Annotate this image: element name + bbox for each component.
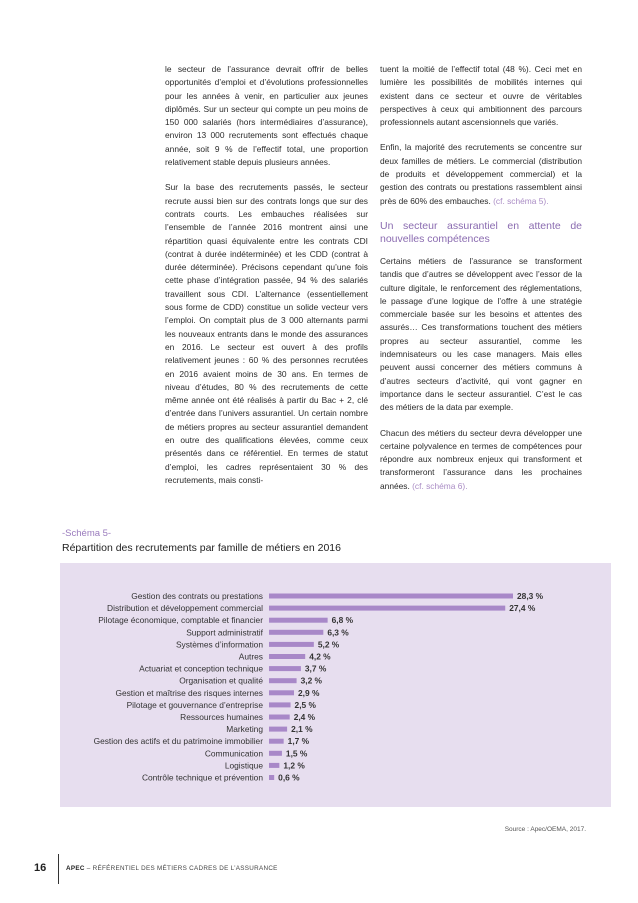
value-label: 0,6 % — [278, 772, 300, 783]
bar — [269, 702, 291, 707]
value-label: 2,1 % — [291, 724, 313, 735]
category-label: Autres — [238, 651, 263, 662]
bar — [269, 666, 301, 671]
bar — [269, 775, 274, 780]
bar — [269, 654, 305, 659]
value-label: 6,3 % — [327, 627, 349, 638]
bar — [269, 727, 287, 732]
category-label: Communication — [204, 748, 263, 759]
footer-divider — [58, 854, 59, 884]
bar — [269, 678, 297, 683]
value-label: 6,8 % — [331, 615, 354, 626]
text-column-left — [165, 63, 368, 499]
category-label: Pilotage économique, comptable et financier — [98, 615, 263, 626]
category-label: Actuariat et conception technique — [139, 663, 263, 674]
value-label: 1,7 % — [287, 736, 310, 747]
category-label: Ressources humaines — [180, 712, 263, 722]
value-label: 5,2 % — [317, 639, 340, 650]
value-label: 2,9 % — [298, 687, 320, 698]
category-label: Marketing — [226, 724, 263, 735]
value-label: 1,5 % — [285, 748, 308, 759]
category-label: Support administratif — [186, 627, 263, 638]
paragraph: le secteur de l’assurance devrait offrir de belles opportunités d’emploi et d’évolutions professionnelles pour les années à venir, en particulier aux jeunes diplômés. Sur un secteur qui compte un peu moins de 150 000 salariés (hors intermédiaires d’assurance), environ 13 000 recrutements sont effectués chaque année, soit 9 % de l’effectif total, une proportion relativement stable depuis plusieurs années. — [165, 64, 368, 168]
footer-brand: APEC — [66, 865, 85, 872]
bar — [269, 606, 505, 611]
bar — [269, 630, 323, 635]
category-label: Pilotage et gouvernance d’entreprise — [126, 699, 263, 710]
category-label: Gestion des contrats ou prestations — [131, 591, 263, 601]
section-heading: Un secteur assurantiel en attente de nouvelles compétences — [380, 219, 582, 245]
value-label: 27,4 % — [509, 603, 536, 614]
text-column-right — [380, 63, 582, 505]
paragraph-text: Enfin, la majorité des recrutements se concentre sur deux familles de métiers. Le commercial (distribution de produits et développement commercial) et la gestion des contrats ou prestations rassemblent ainsi près de 60% des embauches. — [380, 142, 582, 206]
category-label: Distribution et développement commercial — [107, 603, 263, 614]
category-label: Contrôle technique et prévention — [141, 772, 263, 783]
bar — [269, 751, 282, 756]
bar — [269, 690, 294, 695]
category-label: Logistique — [224, 760, 263, 771]
schema-reference: (cf. schéma 6). — [412, 480, 468, 491]
bar — [269, 739, 284, 744]
page-number: 16 — [34, 862, 47, 874]
schema-title: Répartition des recrutements par famille de métiers en 2016 — [62, 542, 341, 554]
bar — [269, 594, 513, 599]
footer-title: – RÉFÉRENTIEL DES MÉTIERS CADRES DE L’ASSURANCE — [84, 865, 278, 872]
bar — [269, 715, 290, 720]
category-label: Organisation et qualité — [179, 675, 263, 686]
value-label: 1,2 % — [283, 760, 305, 771]
bar — [269, 763, 279, 768]
paragraph: Sur la base des recrutements passés, le secteur recrute aussi bien sur des contrats longs que sur des contrats courts. Les embauches réalisées sur l’ensemble de l’année 2016 montrent ainsi une répartition quasi équivalente entre les contrats CDI (contrat à durée indéterminée) et les CDD (contrat à durée déterminée). Précisons cependant qu’une fois cette phase d’intégration passée, 94 % des salariés travaillent sous CDI. L’alternance (essentiellement sous forme de CDD) constitue un solide vecteur vers l’emploi. On comptait plus de 3 000 alternants parmi les nouveaux entrants dans le monde des assurances en 2016. Le secteur est ouvert à des profils relativement jeunes : 60 % des personnes recrutées en 2016 avaient moins de 30 ans. En termes de niveau d’études, 80 % des recrutements de cette même année ont été réalisés à partir du Bac + 2, clé d’entrée dans l’univers assurantiel. Un certain nombre de métiers propres au secteur assurantiel demandent en outre des qualifications élevées, comme ceux présentés dans ce référentiel. En termes de statut d’emploi, les cadres représentaient 30 % des recrutements, mais consti- — [165, 182, 368, 485]
category-label: Systèmes d’information — [175, 639, 263, 650]
paragraph — [380, 427, 582, 493]
footer-running-title — [66, 865, 278, 872]
chart-source: Source : Apec/OEMA, 2017. — [504, 826, 586, 833]
category-label: Gestion des actifs et du patrimoine immobilier — [93, 736, 263, 747]
value-label: 3,2 % — [300, 675, 323, 686]
bar — [269, 618, 328, 623]
bar-chart — [60, 563, 611, 807]
value-label: 2,5 % — [294, 699, 316, 710]
paragraph: Certains métiers de l’assurance se transforment tandis que d’autres se développent avec l’essor de la culture digitale, le renforcement des réglementations, le passage d’une logique de l’offre à une stratégie commerciale basée sur les besoins et attentes des assurés… Ces transformations touchent des métiers propres au secteur assurantiel, comme les indemnisateurs ou les case managers. Mais elles peuvent aussi concerner des métiers communs à d’autres secteurs d’activité, qui vont gagner en importance dans le secteur assurantiel. C’est le cas des métiers de la data par exemple. — [380, 255, 582, 413]
schema-reference: (cf. schéma 5). — [493, 195, 549, 206]
value-label: 3,7 % — [304, 663, 327, 674]
schema-label: -Schéma 5- — [62, 528, 112, 539]
paragraph: tuent la moitié de l’effectif total (48 %). Ceci met en lumière les possibilités de mobilités internes qui existent dans ce secteur et ouvre de véritables perspectives à ceux qui ambitionnent des parcours professionnels autant ascensionnels que variés. — [380, 64, 582, 128]
value-label: 4,2 % — [309, 651, 331, 662]
value-label: 28,3 % — [517, 591, 544, 601]
category-label: Gestion et maîtrise des risques internes — [115, 687, 263, 698]
value-label: 2,4 % — [293, 712, 316, 722]
paragraph-text: Chacun des métiers du secteur devra développer une certaine polyvalence en termes de compétences pour répondre aux nombreux enjeux qui transforment et transformeront l’assurance dans les prochaines années. — [380, 427, 582, 491]
chart-panel — [60, 563, 611, 807]
paragraph — [380, 141, 582, 207]
bar — [269, 642, 314, 647]
